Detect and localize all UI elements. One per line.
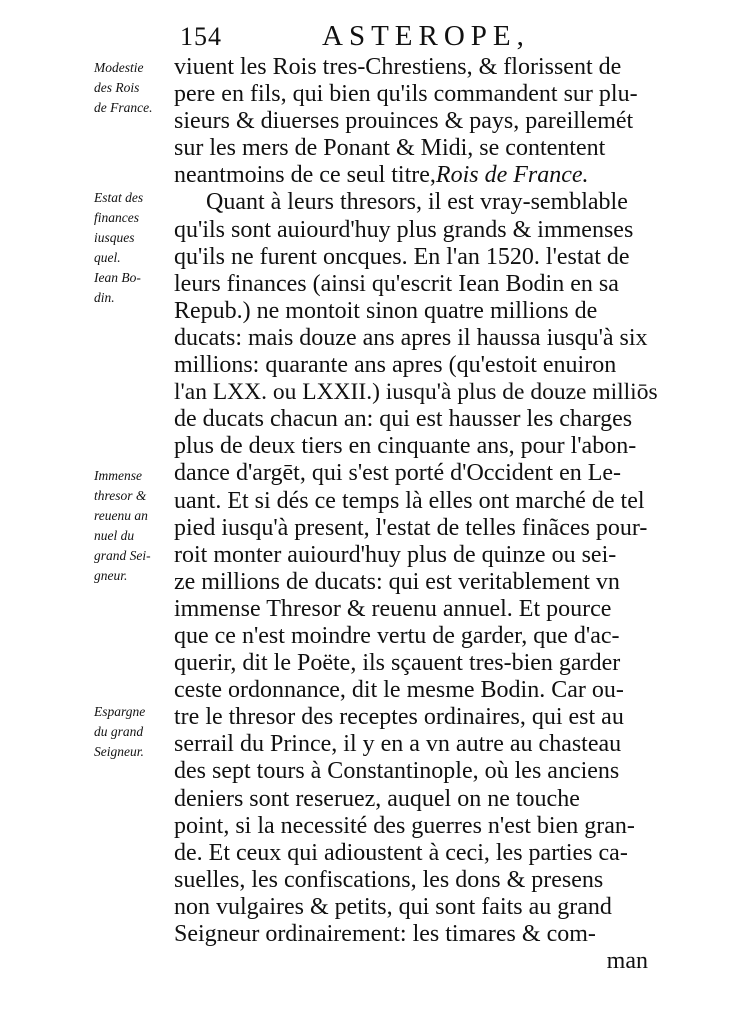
text-line: uant. Et si dés ce temps là elles ont marché de tel [174,487,645,514]
text-line: deniers sont reseruez, auquel on ne touche [174,785,580,812]
margin-note-line: grand Sei- [94,548,151,563]
margin-note-line: de France. [94,100,153,115]
margin-note-line: des Rois [94,80,140,95]
page-header [0,18,739,52]
margin-note-line: Modestie [94,60,144,75]
text-line: leurs finances (ainsi qu'escrit Iean Bodin en sa [174,270,619,297]
text-line: qu'ils sont auiourd'huy plus grands & immenses [174,216,634,243]
text-line: qu'ils ne furent oncques. En l'an 1520. l'estat de [174,243,630,270]
margin-note-line: Immense [94,468,142,483]
margin-note-line: finances [94,210,139,225]
text-line: pied iusqu'à present, l'estat de telles finãces pour- [174,514,648,541]
catchword: man [606,948,648,975]
text-line: suelles, les confiscations, les dons & presens [174,866,604,893]
text-line: pere en fils, qui bien qu'ils commandent sur plu- [174,81,638,108]
text-line: querir, dit le Poëte, ils sçauent tres-bien garder [174,650,621,677]
text-line: ducats: mais douze ans apres il haussa iusqu'à six [174,324,648,351]
margin-note-line: din. [94,290,115,305]
margin-note-line: Espargne [94,704,146,719]
italic-phrase: Rois de France. [435,162,589,189]
margin-note-line: reuenu an [94,508,148,523]
margin-note-espargne [94,702,174,762]
margin-note-immense-thresor [94,466,174,586]
text-line: immense Thresor & reuenu annuel. Et pource [174,595,612,622]
text-line: Quant à leurs thresors, il est vray-semblable [206,189,628,216]
text-line: l'an LXX. ou LXXII.) iusqu'à plus de douze milliōs [174,379,658,406]
text-line: ceste ordonnance, dit le mesme Bodin. Car ou- [174,677,624,704]
running-title: ASTEROPE, [322,20,530,52]
text-line: non vulgaires & petits, qui sont faits au grand [174,893,612,920]
margin-note-estat-finances [94,188,174,308]
text-line: roit monter auiourd'huy plus de quinze ou sei- [174,541,617,568]
text-line-part: neantmoins de ce seul titre, [174,162,436,189]
margin-note-line: iusques [94,230,135,245]
margin-note-line: Iean Bo- [94,270,141,285]
text-line: ze millions de ducats: qui est veritablement vn [174,568,620,595]
text-line: des sept tours à Constantinople, où les anciens [174,758,620,785]
text-line: sur les mers de Ponant & Midi, se contentent [174,135,606,162]
margin-note-line: du grand [94,724,144,739]
margin-note-line: thresor & [94,488,147,503]
body-text [174,54,660,975]
margin-note-line: Seigneur. [94,744,144,759]
text-line: de. Et ceux qui adioustent à ceci, les parties ca- [174,839,628,866]
text-line: que ce n'est moindre vertu de garder, que d'ac- [174,622,620,649]
text-line: point, si la necessité des guerres n'est bien gran- [174,812,635,839]
text-line: millions: quarante ans apres (qu'estoit enuiron [174,352,617,379]
text-line: Repub.) ne montoit sinon quatre millions de [174,297,598,324]
margin-note-line: nuel du [94,528,135,543]
text-line: dance d'argēt, qui s'est porté d'Occident en Le- [174,460,622,487]
text-line: viuent les Rois tres-Chrestiens, & florissent de [174,54,622,80]
text-line: de ducats chacun an: qui est hausser les charges [174,406,633,433]
text-line [174,162,660,189]
text-line: plus de deux tiers en cinquante ans, pour l'abon- [174,433,637,460]
text-line: serrail du Prince, il y en a vn autre au chasteau [174,731,622,758]
margin-note-line: Estat des [94,190,144,205]
margin-note-modestie [94,58,174,118]
margin-note-line: quel. [94,250,121,265]
text-line: tre le thresor des receptes ordinaires, qui est au [174,704,624,731]
text-line: sieurs & diuerses prouinces & pays, pareillemét [174,108,634,135]
margin-note-line: gneur. [94,568,128,583]
text-line: Seigneur ordinairement: les timares & com- [174,921,596,947]
page-number: 154 [180,22,222,51]
